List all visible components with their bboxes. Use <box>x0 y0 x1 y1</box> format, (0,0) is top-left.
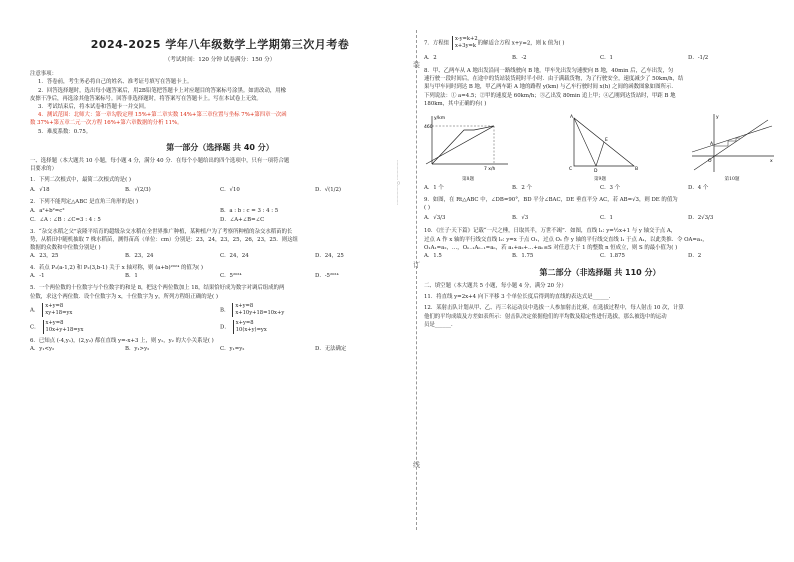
option-d: D．-5²⁰²⁴ <box>315 273 339 280</box>
binding-mark: 订 <box>413 261 420 269</box>
question-3: 3．“杂交水稻之父”袁隆平培育的超级杂交水稻在全世界推广种植，某种植户为了考察所种植的杂交水稻苗的长 <box>30 228 293 235</box>
question-12-cont: 员是______． <box>424 321 457 328</box>
question-8-cont: 180km，其中正确的有( ) <box>424 100 487 107</box>
q3-options <box>30 252 410 261</box>
option-c: C．1 <box>600 55 613 61</box>
option-c: C．5²⁰²⁴ <box>220 273 242 280</box>
question-8-cont: 果与甲车同时到达 B 地，甲乙两车距 A 地的路程 y(km) 与乙车行驶时间 x(h) 之间的函数图象如图所示． <box>424 84 677 91</box>
eq-line: x+y=8 <box>235 319 254 326</box>
question-6: 6．已知点 (-4,y₁)，(2,y₂) 都在直线 y=-x+3 上，则 y₁，y₂ 的大小关系是( ) <box>30 337 214 344</box>
q2-options-row2 <box>30 216 410 225</box>
option-a: A．1.5 <box>424 253 442 260</box>
option-d: D．24，25 <box>315 253 344 260</box>
option-a: A．√3/3 <box>424 215 446 222</box>
q4-options <box>30 272 410 281</box>
q9-options <box>424 214 776 223</box>
figure-caption: 第8题 <box>461 177 475 183</box>
q5-options-row1 <box>30 303 410 317</box>
question-9: 9．如图，在 Rt△ABC 中，∠DB=90°，BD 平分∠BAC，DE 垂直平分 AC，若 AB=√3，则 DE 的值为 <box>424 197 678 204</box>
question-5-cont: 位数，求这个两位数．设个位数字为 x，十位数字为 y，所列方程组正确的是( ) <box>30 293 218 300</box>
option-a: A．√18 <box>30 187 50 194</box>
svg-text:O: O <box>708 159 712 165</box>
part1-heading: 第一部分（选择题 共 40 分） <box>166 142 274 152</box>
eq-line: x+y=8 <box>45 302 64 309</box>
question-1: 1．下列二次根式中，最简二次根式的是( ) <box>30 177 131 184</box>
note-item: 3．考试结束后，将本试卷和答题卡一并交回。 <box>38 104 150 111</box>
eq-line: x+10y+18=10x+y <box>235 309 285 316</box>
question-10-cont: 过点 A 作 x 轴的平行线交直线 l₂: y=x 于点 O₁，过点 O₁ 作 y 轴的平行线交直线 l₁ 于点 A₁，以此类推．令 OA=a₁， <box>424 236 708 243</box>
option-d: D．4 个 <box>688 185 709 192</box>
option-b: B．1.75 <box>512 253 534 260</box>
coordinate-lines-figure <box>688 112 776 174</box>
binding-mark: 线 <box>413 461 420 469</box>
x-axis-label: 7 x/h <box>484 167 496 173</box>
question-10: 10．《庄子·天下篇》记载“一尺之棰，日取其半，万世不竭”．如图，直线 l₁: y=½x+1 与 y 轴交于点 A， <box>424 228 677 235</box>
figure-caption: 第10题 <box>724 177 740 183</box>
option-b: B．√(2/3) <box>125 187 151 194</box>
svg-text:E: E <box>605 138 608 144</box>
binding-dots: ……………○…………… <box>396 160 401 205</box>
figure-8 <box>424 112 512 182</box>
section-intro: 二、填空题（本大题共 5 小题，每小题 4 分，满分 20 分） <box>424 283 567 290</box>
svg-text:B: B <box>635 167 639 173</box>
option-b: B．1 <box>125 273 138 280</box>
question-8-cont: 速行驶一段时间后，在途中的货站装货耗时半小时．由于满载货物，为了行驶安全，速度减少了 50km/h，结 <box>424 76 684 83</box>
question-2: 2．下列不能判定△ABC 是直角三角形的是( ) <box>30 199 139 206</box>
option-b: B．y₁>y₂ <box>125 346 150 353</box>
svg-text:y: y <box>716 115 719 121</box>
q6-options <box>30 345 410 354</box>
binding-divider <box>416 30 417 530</box>
option-d: D．∠A+∠B=∠C <box>220 216 265 223</box>
option-b: B．2 个 <box>512 185 532 192</box>
eq-line: x+y=8 <box>235 302 254 309</box>
left-column <box>30 36 410 354</box>
option-d: D．x+y=8 10(x+y)=yx <box>220 319 267 333</box>
option-c: C．∠A : ∠B : ∠C=3 : 4 : 5 <box>30 216 101 223</box>
option-b: B．√3 <box>512 215 529 222</box>
question-3-cont: 势，从稻田中随机抽取 7 株水稻苗，测得苗高（单位：cm）分别是：23，24，23，25，26，23，25．则这组 <box>30 236 298 243</box>
option-a: A．x+y=8 xy+18=yx <box>30 302 73 316</box>
option-c: C．1.875 <box>600 253 625 260</box>
question-10-cont: O₁A₁=a₂，…，Oₙ₋₁Aₙ₋₁=aₙ，若 a₁+a₂+…+aₙ≤S 对任意大于 1 的整数 n 恒成立，则 S 的最小值为( ) <box>424 244 678 251</box>
svg-text:A: A <box>710 142 714 148</box>
question-4: 4．若点 P₁(a-1,2) 和 P₂(3,b-1) 关于 x 轴对称，则 (a+b)²⁰²⁴ 的值为( ) <box>30 265 204 272</box>
triangle-figure <box>556 112 644 174</box>
option-d: D．√(1/2) <box>315 187 342 194</box>
eq-line: x-y=k+2 <box>455 36 478 42</box>
q5-options-row2 <box>30 320 410 334</box>
y-axis-label: y/km <box>434 116 446 122</box>
y-tick-460: 460 <box>424 125 433 131</box>
option-c: C．y₁=y₂ <box>220 346 245 353</box>
option-b: B．a : b : c = 3 : 4 : 5 <box>220 207 279 214</box>
option-a: A．2 <box>424 55 437 61</box>
option-b: B．-2 <box>512 55 527 61</box>
q1-options <box>30 186 410 195</box>
right-column <box>424 36 776 329</box>
part2-heading: 第二部分（非选择题 共 110 分） <box>539 268 661 278</box>
note-item-scope: 数 37%+第五章二元一次方程 16%+第六章数据的分析 11%。 <box>30 120 183 127</box>
svg-text:D: D <box>594 169 598 175</box>
option-c: C．1 <box>600 215 613 222</box>
eq-line: 10x+y+18=yx <box>45 326 84 333</box>
option-d: D．2√3/3 <box>688 215 714 222</box>
option-c: C．x+y=8 10x+y+18=yx <box>30 319 84 333</box>
eq-line: xy+18=yx <box>45 309 73 316</box>
option-b: B．x+y=8 x+10y+18=10x+y <box>220 302 285 316</box>
question-12-cont: 他们的平均成绩及方差如表所示：射击队决定依据他们的平均数及稳定性进行选拔，那么被选中的运动 <box>424 313 667 320</box>
question-12: 12．某射击队计划从甲、乙、丙三名运动员中选拔一人参加射击比赛，在选拔过程中，每人射击 10 次，计算 <box>424 305 684 312</box>
option-a: A．y₁<y₂ <box>30 346 55 353</box>
exam-info: （考试时间：120 分钟 试卷满分：150 分） <box>164 57 276 63</box>
note-item-scope: 4．测试范围：北师大：第一章勾股定理 15%+第二章实数 14%+第三章位置与坐标 7%+第四章一次函 <box>38 112 287 119</box>
q7-options <box>424 54 776 63</box>
figure-caption: 第9题 <box>593 177 607 183</box>
option-c: C．3 个 <box>600 185 621 192</box>
q8-options <box>424 184 776 193</box>
q10-options <box>424 252 776 261</box>
option-d: D．-1/2 <box>688 55 709 61</box>
option-a: A．-1 <box>30 273 45 280</box>
option-a: A．23，25 <box>30 253 59 260</box>
option-d: D．无法确定 <box>315 346 347 353</box>
question-11: 11．将直线 y=2x+4 向下平移 3 个单位长度后得到的直线的表达式是______． <box>424 294 615 301</box>
note-item: 5．难度系数：0.75。 <box>38 128 92 135</box>
note-item: 1．答卷前，考生务必将自己的姓名、准考证号填写在答题卡上。 <box>38 79 193 86</box>
q2-options-row1 <box>30 207 410 216</box>
q7-suffix: 的解适合方程 x+y=2，则 k 值为( ) <box>477 40 565 47</box>
eq-line: 10(x+y)=yx <box>235 326 267 333</box>
section-intro: 目要求的） <box>30 166 57 173</box>
option-d: D．2 <box>688 253 702 260</box>
question-3-cont: 数据的众数和中位数分别是( ) <box>30 245 101 252</box>
question-7 <box>424 36 776 50</box>
option-a: A．a²+b²=c² <box>30 207 65 214</box>
section-intro: 一、选择题（本大题共 10 小题，每小题 4 分，满分 40 分．在每个小题给出的四个选项中，只有一项符合题 <box>30 157 290 164</box>
eq-line: x+3y=k <box>455 43 476 49</box>
question-5: 5．一个两位数的十位数字与个位数字的和是 8，把这个两位数加上 18，结果恰好成为数字对调后组成的两 <box>30 285 285 292</box>
question-9-cont: ( ) <box>424 205 430 212</box>
svg-text:A: A <box>570 115 574 121</box>
binding-mark: 装 <box>413 61 420 69</box>
option-a: A．1 个 <box>424 185 444 192</box>
page-title: 2024-2025 学年八年级数学上学期第三次月考卷 <box>90 38 350 51</box>
svg-text:x: x <box>770 159 773 165</box>
question-8-cont: 下列说法：① a=4.5；②甲的速度是 60km/h；③乙出发 80min 追上甲；④乙刚到达货站时，甲距 B 地 <box>424 92 676 99</box>
note-item: 2．回答选择题时，选出每小题答案后，用2B铅笔把答题卡上对应题目的答案标号涂黑。如需改动，用橡 <box>38 87 287 94</box>
eq-line: x+y=8 <box>45 319 64 326</box>
question-8: 8．甲、乙两车从 A 地出发沿同一路线驶向 B 地，甲车先出发匀速驶向 B 地，40min 后，乙车出发，匀 <box>424 68 674 74</box>
svg-text:C: C <box>569 167 573 173</box>
q7-prefix: 7．方程组 <box>424 40 449 47</box>
distance-time-graph <box>424 112 512 174</box>
figure-9 <box>556 112 644 182</box>
option-c: C．24，24 <box>220 253 249 260</box>
figures-row <box>424 112 776 182</box>
note-item: 皮擦干净后，再选涂其他答案标号。回答非选择题时，将答案写在答题卡上。写在本试卷上无效。 <box>30 95 262 102</box>
figure-10 <box>688 112 776 182</box>
option-b: B．23，24 <box>125 253 154 260</box>
option-c: C．√10 <box>220 187 240 194</box>
notes-heading: 注意事项： <box>30 71 57 78</box>
